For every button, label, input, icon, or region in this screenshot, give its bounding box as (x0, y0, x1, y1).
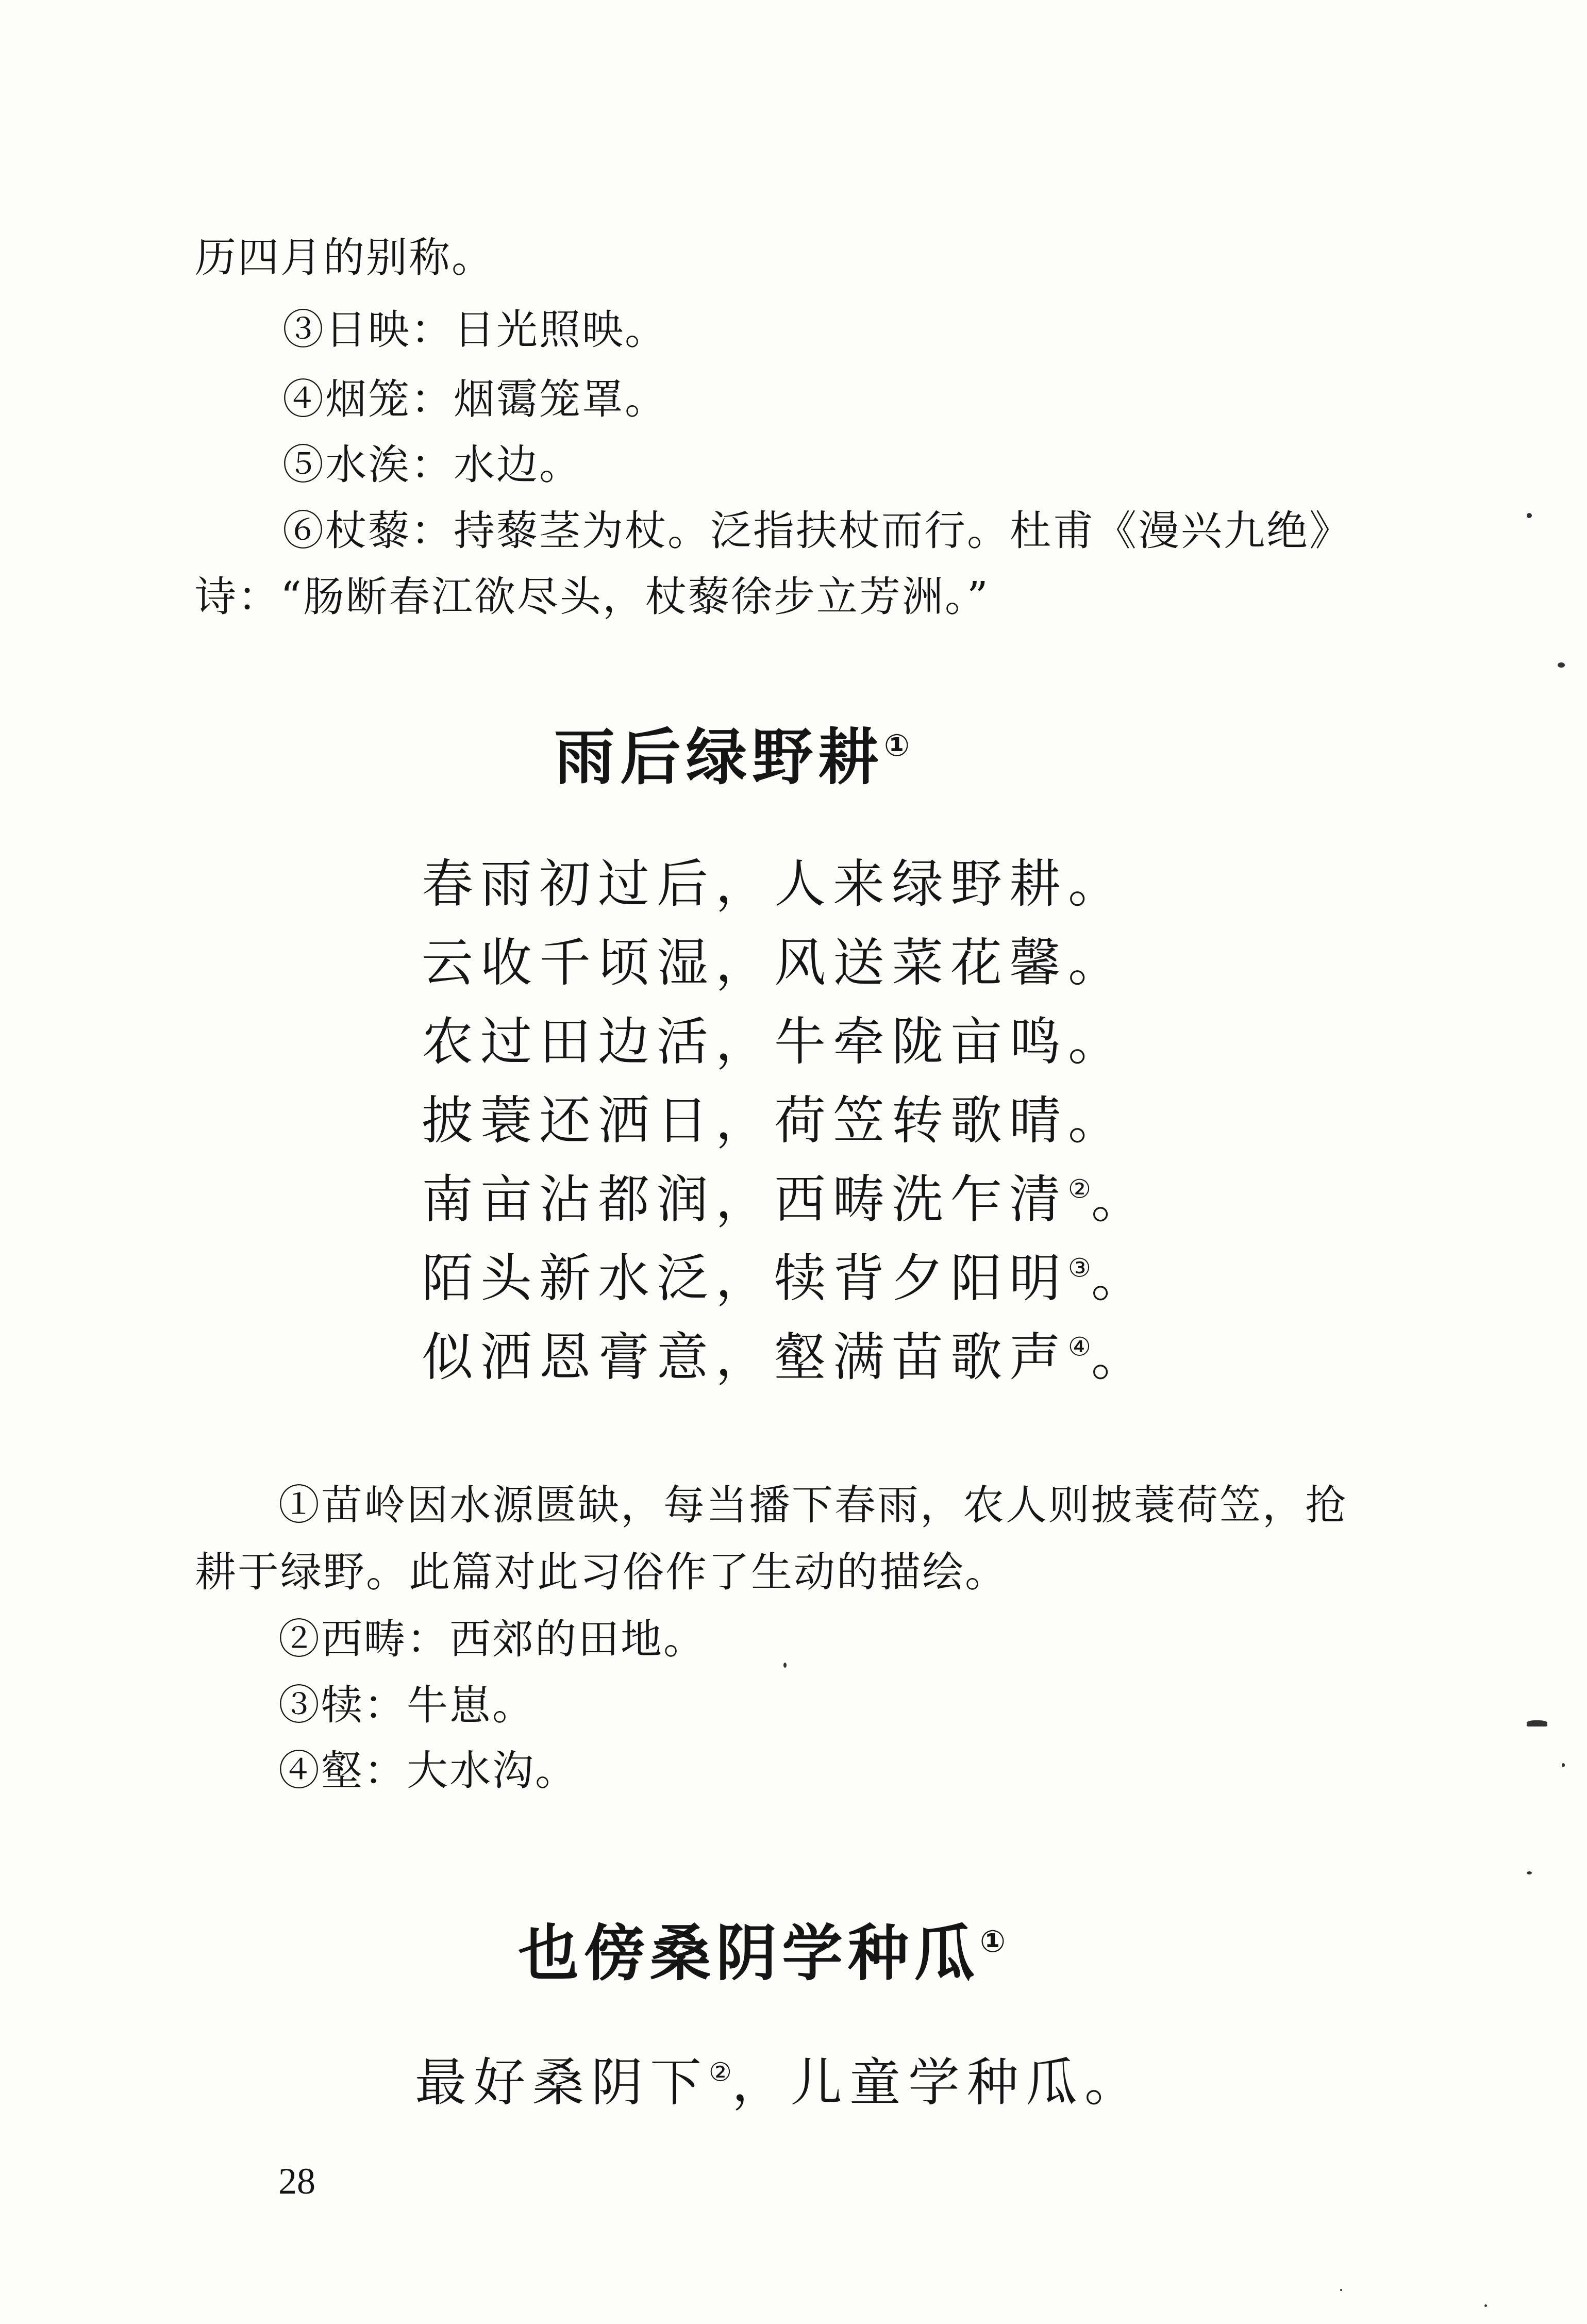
poem-title-text: 也傍桑阴学种瓜 (518, 1918, 980, 1989)
verse-text: 南亩沾都润，西畴洗乍清 (422, 1169, 1068, 1230)
footnote-marker: ② (1068, 1174, 1091, 1204)
footnote-marker: ③ (1068, 1253, 1091, 1283)
scan-speck (1527, 513, 1532, 518)
scan-speck (783, 1663, 787, 1668)
note-line: ④壑：大水沟。 (278, 1747, 578, 1795)
note-line: 耕于绿野。此篇对此习俗作了生动的描绘。 (195, 1548, 1008, 1596)
verse-line (422, 1090, 1127, 1151)
verse-text: 披蓑还洒日，荷笠转歌晴。 (422, 1090, 1127, 1151)
verse-tail: 。 (1091, 1327, 1150, 1387)
footnote-marker: ② (709, 2057, 732, 2087)
note-line: 诗：“肠断春江欲尽头，杖藜徐步立芳洲。” (195, 573, 990, 621)
verse-text: 春雨初过后，人来绿野耕。 (422, 854, 1127, 914)
verse-tail: 。 (1091, 1248, 1150, 1308)
note-line: 历四月的别称。 (195, 234, 494, 281)
verse-line (422, 1169, 1150, 1230)
note-line: ④烟笼：烟霭笼罩。 (282, 375, 667, 423)
scan-speck (1558, 662, 1565, 668)
verse-line (415, 2052, 1143, 2113)
verse-text: 陌头新水泛，犊背夕阳明 (422, 1248, 1068, 1308)
verse-line (422, 1011, 1127, 1072)
verse-line (422, 1327, 1150, 1387)
verse-tail: 。 (1091, 1169, 1150, 1230)
verse-line (422, 1248, 1150, 1308)
footnote-marker: ④ (1068, 1332, 1091, 1362)
verse-text: 似洒恩膏意，壑满苗歌声 (422, 1327, 1068, 1387)
verse-text: 云收千顷湿，风送菜花馨。 (422, 933, 1127, 993)
verse-text: ，儿童学种瓜。 (731, 2052, 1143, 2113)
note-line: ②西畴：西郊的田地。 (278, 1615, 706, 1663)
verse-line (422, 854, 1127, 914)
scan-speck (1527, 1871, 1532, 1874)
verse-text: 农过田边活，牛牵陇亩鸣。 (422, 1011, 1127, 1072)
note-line: ①苗岭因水源匮缺，每当播下春雨，农人则披蓑荷笠，抢 (278, 1481, 1348, 1529)
scan-speck (1527, 1720, 1547, 1727)
note-line: ⑤水涘：水边。 (282, 441, 582, 489)
note-line: ③犊：牛崽。 (278, 1681, 535, 1729)
poem-title (554, 722, 910, 793)
note-line: ⑥杖藜：持藜茎为杖。泛指扶杖而行。杜甫《漫兴九绝》 (282, 507, 1352, 555)
page-number: 28 (278, 2161, 315, 2202)
scan-speck (1484, 2304, 1487, 2307)
poem-title-text: 雨后绿野耕 (554, 722, 884, 793)
footnote-marker: ① (884, 727, 910, 763)
verse-line (422, 933, 1127, 993)
scan-speck (1562, 1763, 1565, 1767)
footnote-marker: ① (980, 1923, 1006, 1959)
note-line: ③日映：日光照映。 (282, 306, 667, 354)
scan-speck (1340, 2289, 1342, 2291)
verse-text: 最好桑阴下 (415, 2052, 709, 2113)
poem-title (518, 1918, 1006, 1989)
